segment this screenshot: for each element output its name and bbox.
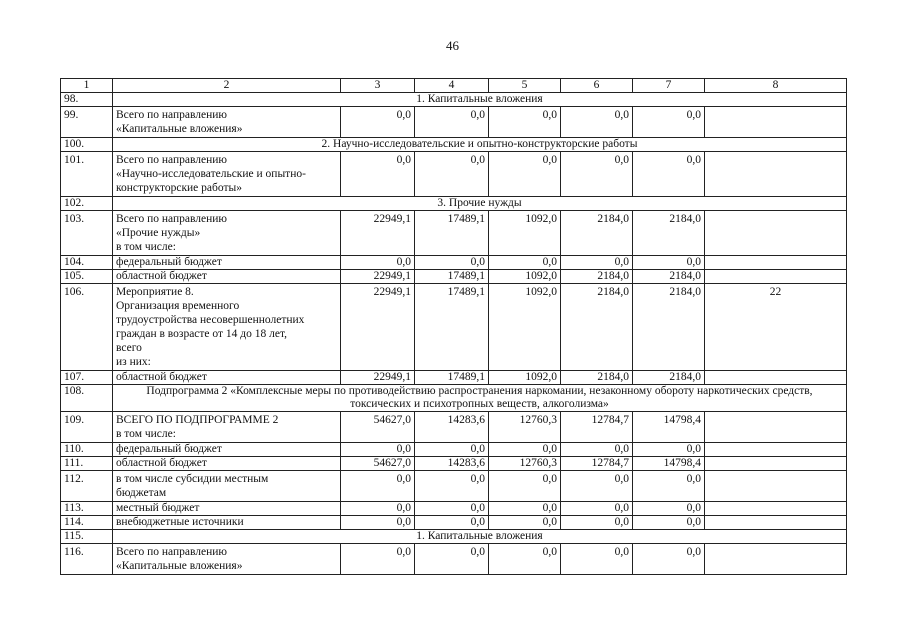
value-cell: 0,0 xyxy=(341,107,415,138)
section-row xyxy=(61,93,847,107)
header-cell: 1 xyxy=(61,79,113,93)
description-line: областной бюджет xyxy=(116,371,207,383)
row-number: 105. xyxy=(61,270,113,284)
value-cell: 0,0 xyxy=(341,256,415,270)
row-number: 109. xyxy=(61,412,113,443)
indicator-cell xyxy=(705,412,847,443)
value-cell: 0,0 xyxy=(489,544,561,575)
description-line: Организация временного xyxy=(116,300,240,312)
value-cell: 0,0 xyxy=(561,502,633,516)
value-cell: 1092,0 xyxy=(489,270,561,284)
row-number: 115. xyxy=(61,530,113,544)
section-title: 2. Научно-исследовательские и опытно-конструкторские работы xyxy=(113,138,847,152)
value-cell: 0,0 xyxy=(341,502,415,516)
table-row xyxy=(61,443,847,457)
row-number: 106. xyxy=(61,284,113,371)
table-row xyxy=(61,516,847,530)
table-row xyxy=(61,457,847,471)
description-line: Всего по направлению xyxy=(116,109,227,121)
row-number: 100. xyxy=(61,138,113,152)
description-line: «Капитальные вложения» xyxy=(116,560,243,572)
row-number: 98. xyxy=(61,93,113,107)
description-line: ВСЕГО ПО ПОДПРОГРАММЕ 2 xyxy=(116,414,279,426)
indicator-cell xyxy=(705,516,847,530)
description-line: граждан в возрасте от 14 до 18 лет, xyxy=(116,328,288,340)
row-description xyxy=(113,152,341,197)
value-cell: 0,0 xyxy=(489,152,561,197)
value-cell: 0,0 xyxy=(633,152,705,197)
row-number: 110. xyxy=(61,443,113,457)
value-cell: 0,0 xyxy=(561,107,633,138)
section-title: 1. Капитальные вложения xyxy=(113,93,847,107)
value-cell: 14798,4 xyxy=(633,457,705,471)
indicator-cell xyxy=(705,457,847,471)
value-cell: 0,0 xyxy=(561,471,633,502)
row-number: 99. xyxy=(61,107,113,138)
value-cell: 1092,0 xyxy=(489,211,561,256)
description-line: бюджетам xyxy=(116,487,167,499)
indicator-cell xyxy=(705,443,847,457)
description-line: областной бюджет xyxy=(116,457,207,469)
table-row xyxy=(61,544,847,575)
description-line: всего xyxy=(116,342,142,354)
description-line: федеральный бюджет xyxy=(116,443,222,455)
value-cell: 2184,0 xyxy=(633,371,705,385)
section-title: 3. Прочие нужды xyxy=(113,197,847,211)
indicator-cell xyxy=(705,502,847,516)
row-number: 114. xyxy=(61,516,113,530)
value-cell: 1092,0 xyxy=(489,371,561,385)
value-cell: 0,0 xyxy=(489,256,561,270)
row-number: 116. xyxy=(61,544,113,575)
value-cell: 0,0 xyxy=(415,256,489,270)
value-cell: 0,0 xyxy=(633,502,705,516)
row-number: 104. xyxy=(61,256,113,270)
value-cell: 0,0 xyxy=(415,516,489,530)
value-cell: 22949,1 xyxy=(341,211,415,256)
indicator-cell xyxy=(705,371,847,385)
section-title: 1. Капитальные вложения xyxy=(113,530,847,544)
row-description xyxy=(113,502,341,516)
value-cell: 12760,3 xyxy=(489,457,561,471)
row-description xyxy=(113,371,341,385)
section-row xyxy=(61,138,847,152)
table-row xyxy=(61,211,847,256)
value-cell: 0,0 xyxy=(561,544,633,575)
row-description xyxy=(113,107,341,138)
table-row xyxy=(61,152,847,197)
header-row xyxy=(61,79,847,93)
value-cell: 0,0 xyxy=(489,107,561,138)
description-line: «Прочие нужды» xyxy=(116,227,201,239)
section-row xyxy=(61,530,847,544)
row-description xyxy=(113,284,341,371)
table-row xyxy=(61,502,847,516)
description-line: трудоустройства несовершеннолетних xyxy=(116,314,305,326)
row-number: 108. xyxy=(61,385,113,412)
row-description xyxy=(113,270,341,284)
value-cell: 0,0 xyxy=(633,256,705,270)
value-cell: 0,0 xyxy=(415,471,489,502)
value-cell: 0,0 xyxy=(415,152,489,197)
header-cell: 3 xyxy=(341,79,415,93)
value-cell: 0,0 xyxy=(561,516,633,530)
value-cell: 2184,0 xyxy=(633,270,705,284)
indicator-cell xyxy=(705,270,847,284)
value-cell: 2184,0 xyxy=(561,284,633,371)
value-cell: 0,0 xyxy=(489,502,561,516)
value-cell: 14283,6 xyxy=(415,457,489,471)
description-line: Всего по направлению xyxy=(116,154,227,166)
row-description xyxy=(113,443,341,457)
row-description xyxy=(113,211,341,256)
table-row xyxy=(61,107,847,138)
value-cell: 0,0 xyxy=(489,443,561,457)
value-cell: 12784,7 xyxy=(561,457,633,471)
description-line: Всего по направлению xyxy=(116,213,227,225)
row-description xyxy=(113,457,341,471)
value-cell: 17489,1 xyxy=(415,371,489,385)
row-description xyxy=(113,544,341,575)
value-cell: 2184,0 xyxy=(561,270,633,284)
value-cell: 17489,1 xyxy=(415,211,489,256)
header-cell: 4 xyxy=(415,79,489,93)
row-description xyxy=(113,516,341,530)
table-row xyxy=(61,256,847,270)
table-row xyxy=(61,412,847,443)
header-cell: 5 xyxy=(489,79,561,93)
value-cell: 54627,0 xyxy=(341,457,415,471)
table-row xyxy=(61,270,847,284)
row-number: 107. xyxy=(61,371,113,385)
value-cell: 17489,1 xyxy=(415,270,489,284)
value-cell: 22949,1 xyxy=(341,371,415,385)
indicator-cell xyxy=(705,107,847,138)
header-cell: 6 xyxy=(561,79,633,93)
value-cell: 0,0 xyxy=(561,443,633,457)
value-cell: 0,0 xyxy=(633,443,705,457)
value-cell: 0,0 xyxy=(415,502,489,516)
table-row xyxy=(61,284,847,371)
row-number: 111. xyxy=(61,457,113,471)
budget-table xyxy=(60,78,847,575)
section-row xyxy=(61,385,847,412)
value-cell: 0,0 xyxy=(341,516,415,530)
row-number: 113. xyxy=(61,502,113,516)
description-line: в том числе: xyxy=(116,428,176,440)
value-cell: 0,0 xyxy=(341,152,415,197)
value-cell: 0,0 xyxy=(341,443,415,457)
value-cell: 2184,0 xyxy=(561,371,633,385)
description-line: «Научно-исследовательские и опытно- xyxy=(116,168,306,180)
budget-table-body xyxy=(61,79,847,575)
section-title: Подпрограмма 2 «Комплексные меры по противодействию распространения наркомании, незаконному обороту наркотических средств, токсических и психотропных веществ, алкоголизма» xyxy=(113,385,847,412)
value-cell: 0,0 xyxy=(633,107,705,138)
row-number: 103. xyxy=(61,211,113,256)
value-cell: 12760,3 xyxy=(489,412,561,443)
description-line: из них: xyxy=(116,356,151,368)
description-line: Всего по направлению xyxy=(116,546,227,558)
value-cell: 0,0 xyxy=(415,544,489,575)
description-line: конструкторские работы» xyxy=(116,182,242,194)
value-cell: 1092,0 xyxy=(489,284,561,371)
row-number: 101. xyxy=(61,152,113,197)
value-cell: 0,0 xyxy=(489,516,561,530)
value-cell: 12784,7 xyxy=(561,412,633,443)
value-cell: 17489,1 xyxy=(415,284,489,371)
value-cell: 0,0 xyxy=(489,471,561,502)
indicator-cell xyxy=(705,544,847,575)
value-cell: 0,0 xyxy=(561,152,633,197)
value-cell: 0,0 xyxy=(341,544,415,575)
row-number: 112. xyxy=(61,471,113,502)
description-line: Мероприятие 8. xyxy=(116,286,194,298)
indicator-cell: 22 xyxy=(705,284,847,371)
value-cell: 0,0 xyxy=(633,544,705,575)
description-line: местный бюджет xyxy=(116,502,200,514)
table-row xyxy=(61,371,847,385)
indicator-cell xyxy=(705,256,847,270)
value-cell: 0,0 xyxy=(415,443,489,457)
row-number: 102. xyxy=(61,197,113,211)
description-line: «Капитальные вложения» xyxy=(116,123,243,135)
value-cell: 0,0 xyxy=(633,516,705,530)
row-description xyxy=(113,471,341,502)
value-cell: 2184,0 xyxy=(633,284,705,371)
value-cell: 2184,0 xyxy=(633,211,705,256)
row-description xyxy=(113,412,341,443)
value-cell: 54627,0 xyxy=(341,412,415,443)
description-line: областной бюджет xyxy=(116,270,207,282)
value-cell: 0,0 xyxy=(561,256,633,270)
value-cell: 2184,0 xyxy=(561,211,633,256)
row-description xyxy=(113,256,341,270)
description-line: в том числе субсидии местным xyxy=(116,473,269,485)
value-cell: 14283,6 xyxy=(415,412,489,443)
indicator-cell xyxy=(705,152,847,197)
header-cell: 8 xyxy=(705,79,847,93)
description-line: внебюджетные источники xyxy=(116,516,244,528)
header-cell: 2 xyxy=(113,79,341,93)
value-cell: 14798,4 xyxy=(633,412,705,443)
indicator-cell xyxy=(705,211,847,256)
description-line: федеральный бюджет xyxy=(116,256,222,268)
header-cell: 7 xyxy=(633,79,705,93)
indicator-cell xyxy=(705,471,847,502)
page-number: 46 xyxy=(446,38,459,53)
value-cell: 22949,1 xyxy=(341,270,415,284)
table-row xyxy=(61,471,847,502)
value-cell: 0,0 xyxy=(633,471,705,502)
value-cell: 22949,1 xyxy=(341,284,415,371)
description-line: в том числе: xyxy=(116,241,176,253)
value-cell: 0,0 xyxy=(415,107,489,138)
value-cell: 0,0 xyxy=(341,471,415,502)
section-row xyxy=(61,197,847,211)
